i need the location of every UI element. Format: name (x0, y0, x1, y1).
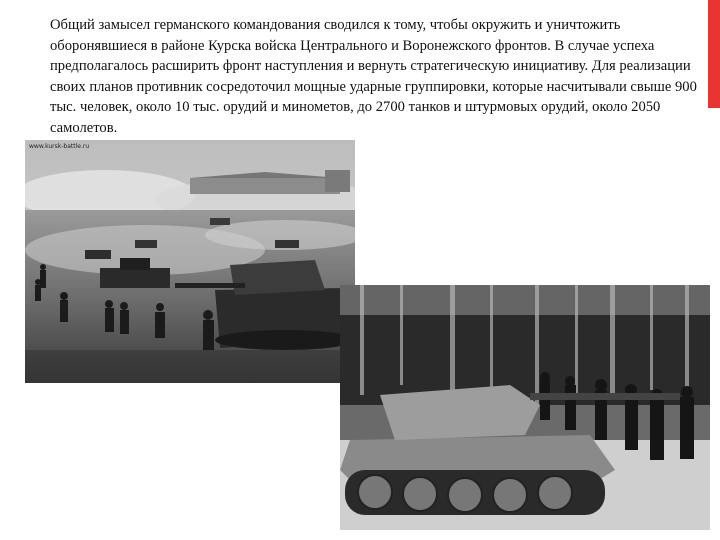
accent-bar (708, 0, 720, 108)
battlefield-illustration (25, 140, 355, 383)
slide-paragraph: Общий замысел германского командования сводился к тому, чтобы окружить и уничтожить оборонявшиеся в районе Курска войска Центрального и Воронежского фронтов. В случае успеха предполагалось расширить фронт наступления и вернуть стратегическую инициативу. Для реализации своих планов противник сосредоточил мощные ударные группировки, которые насчитывали свыше 900 тыс. человек, около 10 тыс. орудий и минометов, до 2700 танков и штурмовых орудий, около 2050 самолетов. (50, 17, 697, 136)
tank-column-photo (340, 285, 710, 530)
photo-watermark: www.kursk-battle.ru (29, 143, 90, 150)
tank-column-illustration (340, 285, 710, 530)
battlefield-photo (25, 140, 355, 383)
